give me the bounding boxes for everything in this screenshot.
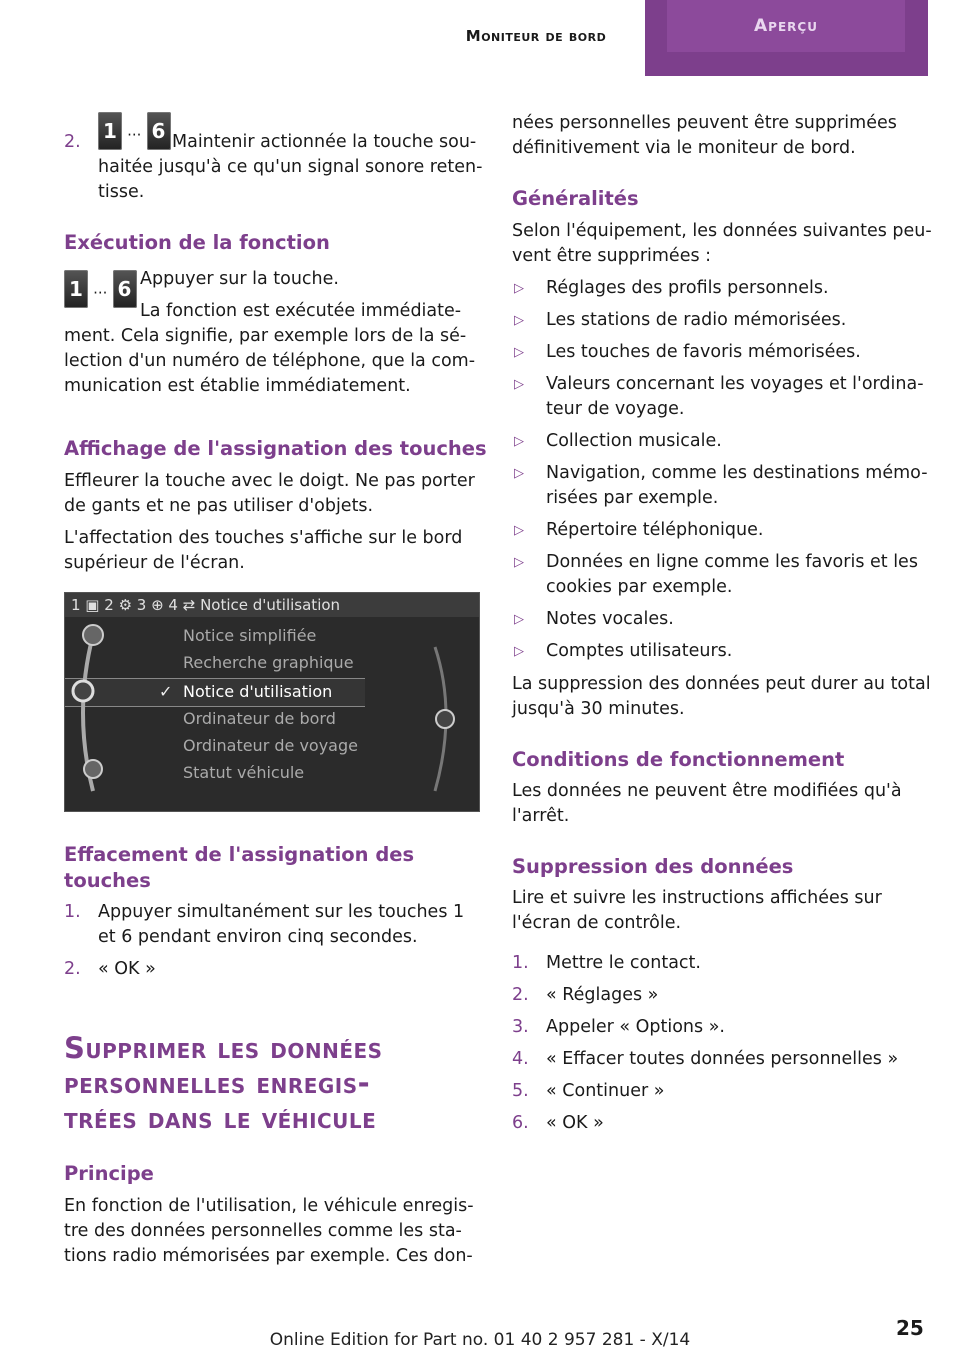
step-number: 2. <box>512 985 529 1005</box>
ellipsis: ... <box>93 279 108 298</box>
bullet-item: Collection musicale. <box>546 431 722 451</box>
principle-c: tions radio mémorisées par exemple. Ces don- <box>64 1246 473 1266</box>
ellipsis: ... <box>127 121 142 140</box>
bullet-item: Valeurs concernant les voyages et l'ordina- <box>546 374 924 394</box>
assign-heading: Affichage de l'assignation des touches <box>64 437 487 460</box>
duration-b: jusqu'à 30 minutes. <box>512 699 685 719</box>
menu-item: Ordinateur de bord <box>183 709 336 728</box>
bullet-item: Les stations de radio mémorisées. <box>546 310 847 330</box>
bullet-item: Répertoire téléphonique. <box>546 520 764 540</box>
menu-item: Statut véhicule <box>183 763 305 782</box>
exec-line5: munication est établie immédiatement. <box>64 376 411 396</box>
step2-line3: tisse. <box>98 182 145 202</box>
main-heading-line1: Supprimer les données <box>64 1031 383 1065</box>
bullet-item: Notes vocales. <box>546 609 674 629</box>
step-text: Mettre le contact. <box>546 953 701 973</box>
step-number: 2. <box>64 959 81 979</box>
del-a: Lire et suivre les instructions affichées sur <box>512 888 882 908</box>
bullet-marker: ▷ <box>514 281 524 296</box>
erase-step1-a: Appuyer simultanément sur les touches 1 <box>98 902 465 922</box>
assign-p1b: de gants et ne pas utiliser d'objets. <box>64 496 374 516</box>
step2-line2: haitée jusqu'à ce qu'un signal sonore reten- <box>98 157 483 177</box>
exec-line4: lection d'un numéro de téléphone, que la com- <box>64 351 476 371</box>
erase-step1-b: et 6 pendant environ cinq secondes. <box>98 927 418 947</box>
step-text: Appeler « Options ». <box>546 1017 725 1037</box>
bullet-marker: ▷ <box>514 523 524 538</box>
step-number: 2. <box>64 132 81 152</box>
key-1-icon: 1 <box>64 270 88 308</box>
del-b: l'écran de contrôle. <box>512 913 682 933</box>
step-number: 1. <box>512 953 529 973</box>
exec-line2: La fonction est exécutée immédiate- <box>140 301 462 321</box>
erase-step2: « OK » <box>98 959 156 979</box>
general-b: vent être supprimées : <box>512 246 712 266</box>
general-heading: Généralités <box>512 187 639 210</box>
bullet-marker: ▷ <box>514 612 524 627</box>
bullet-item-continued: teur de voyage. <box>546 399 685 419</box>
step-text: « Continuer » <box>546 1081 665 1101</box>
key-1-icon: 1 <box>98 112 122 150</box>
main-heading-line3: trées dans le véhicule <box>64 1101 377 1135</box>
principle-heading: Principe <box>64 1162 154 1185</box>
menu-item: Notice simplifiée <box>183 626 317 645</box>
erase-heading-line1: Effacement de l'assignation des <box>64 843 415 866</box>
assign-p2a: L'affectation des touches s'affiche sur le bord <box>64 528 463 548</box>
bullet-item-continued: risées par exemple. <box>546 488 719 508</box>
key-6-icon: 6 <box>147 112 171 150</box>
exec-heading: Exécution de la fonction <box>64 231 330 254</box>
key-icons-inline <box>98 112 171 152</box>
step-number: 3. <box>512 1017 529 1037</box>
exec-line3: ment. Cela signifie, par exemple lors de la sé- <box>64 326 467 346</box>
bullet-marker: ▷ <box>514 434 524 449</box>
conditions-heading: Conditions de fonctionnement <box>512 748 845 771</box>
menu-item: Recherche graphique <box>183 653 354 672</box>
assign-p1a: Effleurer la touche avec le doigt. Ne pas porter <box>64 471 475 491</box>
step-number: 1. <box>64 902 81 922</box>
bullet-marker: ▷ <box>514 313 524 328</box>
bullet-item: Les touches de favoris mémorisées. <box>546 342 861 362</box>
step-text: « Effacer toutes données personnelles » <box>546 1049 899 1069</box>
principle-a: En fonction de l'utilisation, le véhicule enregis- <box>64 1196 474 1216</box>
section-title: Moniteur de bord <box>465 27 607 45</box>
step-number: 6. <box>512 1113 529 1133</box>
chapter-tab <box>645 0 928 76</box>
check-icon: ✓ <box>159 682 173 701</box>
bullet-marker: ▷ <box>514 377 524 392</box>
deletion-heading: Suppression des données <box>512 855 794 878</box>
bullet-item: Comptes utilisateurs. <box>546 641 733 661</box>
bullet-item: Réglages des profils personnels. <box>546 278 829 298</box>
bullet-marker: ▷ <box>514 345 524 360</box>
bullet-marker: ▷ <box>514 466 524 481</box>
control-display-screenshot <box>64 592 480 812</box>
bullet-marker: ▷ <box>514 555 524 570</box>
cont-a: nées personnelles peuvent être supprimées <box>512 113 897 133</box>
bullet-item-continued: cookies par exemple. <box>546 577 733 597</box>
general-a: Selon l'équipement, les données suivantes peu- <box>512 221 932 241</box>
step-number: 5. <box>512 1081 529 1101</box>
key-icons-block <box>64 270 137 314</box>
exec-line1: Appuyer sur la touche. <box>140 269 339 289</box>
step2-line1: Maintenir actionnée la touche sou- <box>172 132 477 152</box>
bullet-item: Données en ligne comme les favoris et les <box>546 552 918 572</box>
footer-edition: Online Edition for Part no. 01 40 2 957 281 - X/14 <box>269 1330 691 1350</box>
bullet-item: Navigation, comme les destinations mémo- <box>546 463 928 483</box>
page-number: 25 <box>896 1316 924 1340</box>
main-heading-line2: personnelles enregis- <box>64 1066 371 1100</box>
duration-a: La suppression des données peut durer au total <box>512 674 931 694</box>
erase-heading-line2: touches <box>64 869 151 892</box>
principle-b: tre des données personnelles comme les sta- <box>64 1221 462 1241</box>
bullet-marker: ▷ <box>514 644 524 659</box>
cond-b: l'arrêt. <box>512 806 570 826</box>
assign-p2b: supérieur de l'écran. <box>64 553 245 573</box>
menu-item: Ordinateur de voyage <box>183 736 358 755</box>
chapter-tab-label: Aperçu <box>667 0 905 52</box>
step-text: « Réglages » <box>546 985 659 1005</box>
step-number: 4. <box>512 1049 529 1069</box>
cond-a: Les données ne peuvent être modifiées qu'à <box>512 781 902 801</box>
cont-b: définitivement via le moniteur de bord. <box>512 138 856 158</box>
key-6-icon: 6 <box>113 270 137 308</box>
step-text: « OK » <box>546 1113 604 1133</box>
screen-top-bar: 1 ▣ 2 ⚙ 3 ⊕ 4 ⇄ Notice d'utilisation <box>65 593 479 617</box>
menu-item-selected: Notice d'utilisation <box>183 682 333 701</box>
